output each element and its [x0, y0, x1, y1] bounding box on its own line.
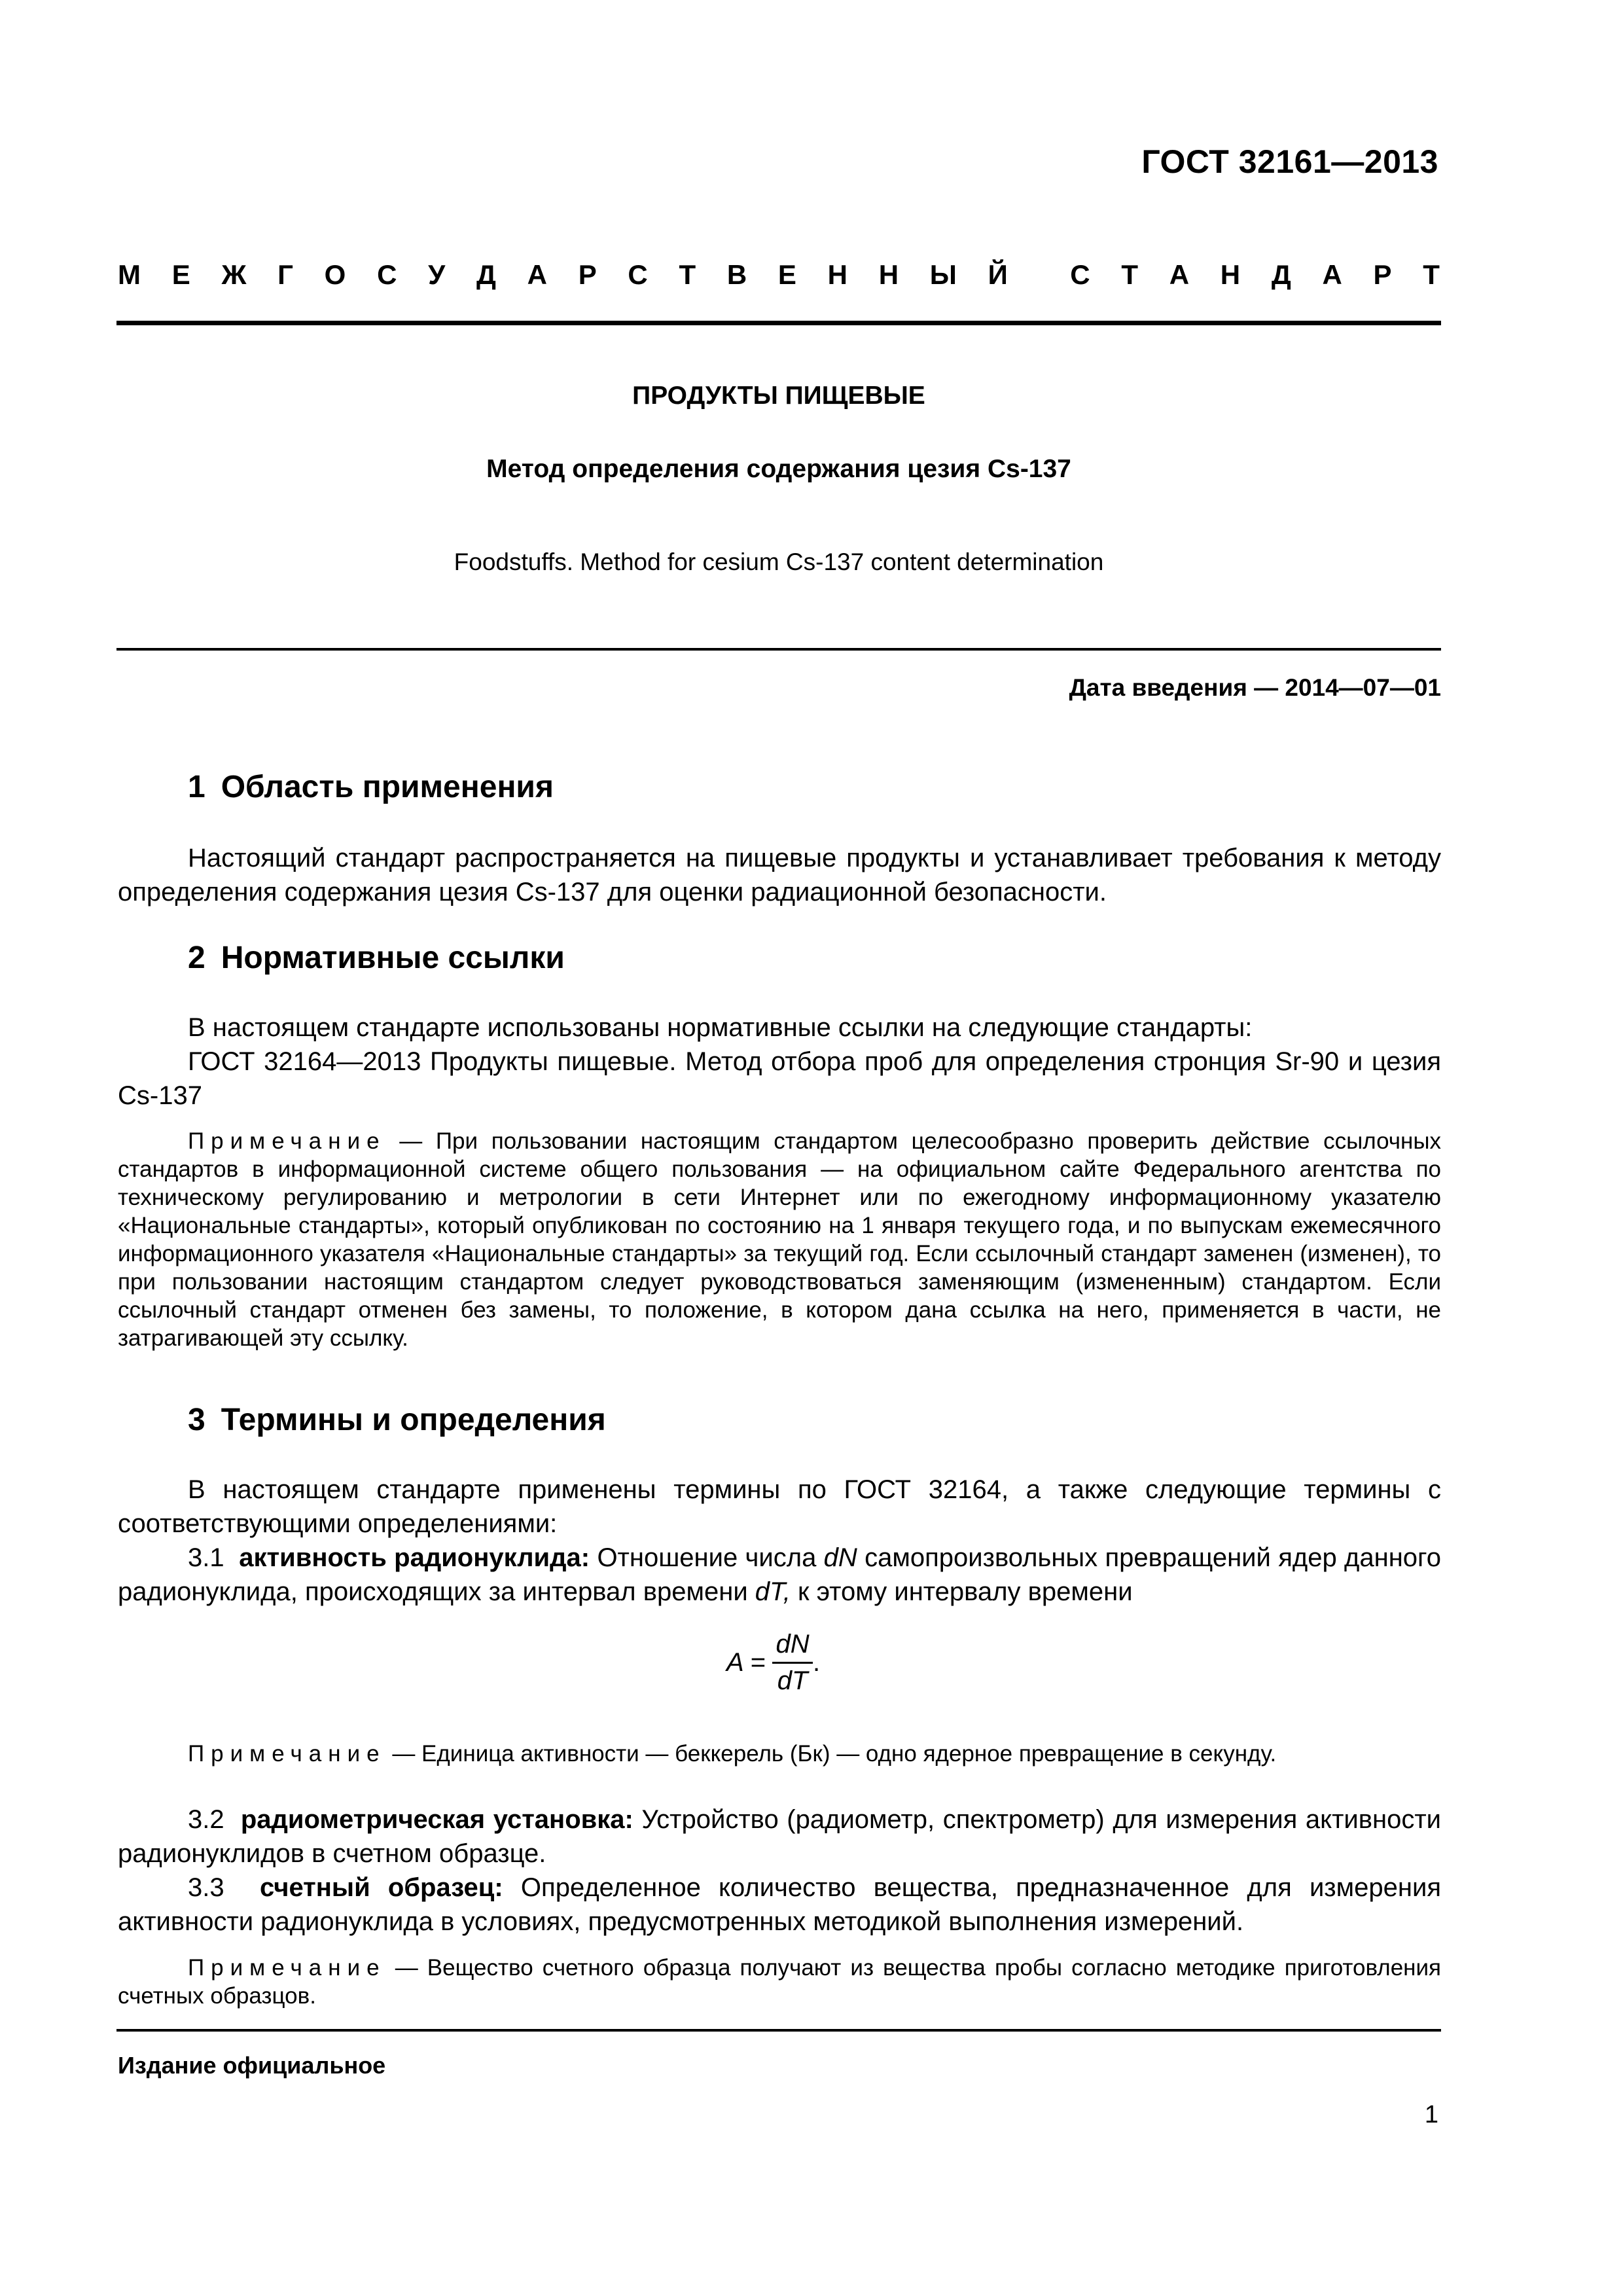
scope-paragraph: Настоящий стандарт распространяется на пищевые продукты и устанавливает требования к методу определения содержания цезия Cs-137 для оценки радиационной безопасности.: [118, 844, 1441, 906]
term-name: радиометрическая установка:: [240, 1805, 633, 1834]
banner-letter: А: [1322, 259, 1342, 290]
banner-letter: С: [1070, 259, 1090, 290]
term-name: счетный образец:: [260, 1873, 503, 1902]
banner-letter: Н: [827, 259, 847, 290]
term-text: к этому интервалу времени: [790, 1577, 1133, 1606]
banner-letter: Е: [171, 259, 190, 290]
banner-letter: У: [428, 259, 446, 290]
banner-letter: С: [628, 259, 648, 290]
section-title: Нормативные ссылки: [221, 941, 565, 975]
term-3-2: [118, 1803, 1441, 1871]
banner-letter: В: [726, 259, 747, 290]
section-heading-scope: [188, 769, 554, 805]
banner-letter: Е: [777, 259, 796, 290]
banner-letter: А: [527, 259, 547, 290]
footer-divider: [116, 2029, 1441, 2032]
banner-letter: Г: [277, 259, 293, 290]
references-note: [118, 1127, 1441, 1352]
reference-gost-32164: ГОСТ 32164—2013 Продукты пищевые. Метод отбора проб для определения стронция Sr-90 и цезия Cs-137: [118, 1047, 1441, 1110]
section-number: 3: [188, 1403, 205, 1437]
term-3-3: [118, 1871, 1441, 1939]
term-3-1: [118, 1541, 1441, 1609]
section-heading-terms: [188, 1402, 606, 1438]
banner-letter: Н: [878, 259, 899, 290]
note-label: Примечание: [188, 1128, 386, 1154]
english-title: Foodstuffs. Method for cesium Cs-137 content determination: [454, 548, 1104, 575]
banner-letter: Ж: [221, 259, 247, 290]
banner-letter: Р: [1373, 259, 1392, 290]
introduction-date: Дата введения — 2014—07—01: [1069, 674, 1441, 701]
document-id: ГОСТ 32161—2013: [1141, 143, 1438, 180]
banner-letter: Д: [476, 259, 496, 290]
banner-letter: М: [118, 259, 141, 290]
section-heading-references: [188, 940, 565, 976]
term-name: активность радионуклида:: [239, 1543, 590, 1572]
banner-letter: Т: [1121, 259, 1138, 290]
fraction-bar: [772, 1662, 813, 1664]
section-number: 2: [188, 941, 205, 975]
banner-letter: Р: [578, 259, 597, 290]
formula-fraction: [772, 1630, 813, 1696]
terms-intro: В настоящем стандарте применены термины по ГОСТ 32164, а также следующие термины с соответствующими определениями:: [118, 1475, 1441, 1538]
term-number: 3.3: [188, 1873, 224, 1902]
document-title: ПРОДУКТЫ ПИЩЕВЫЕ: [632, 382, 925, 410]
term-number: 3.2: [188, 1805, 224, 1834]
formula-tail: .: [813, 1648, 821, 1677]
term-number: 3.1: [188, 1543, 224, 1572]
section-title: Термины и определения: [221, 1403, 606, 1437]
banner-letter: Ы: [929, 259, 957, 290]
official-edition-label: Издание официальное: [118, 2052, 386, 2079]
banner-letter: А: [1169, 259, 1190, 290]
activity-note: [118, 1740, 1441, 1768]
title-divider: [116, 648, 1441, 651]
activity-formula: [726, 1630, 820, 1696]
interstate-standard-banner: [118, 259, 1440, 291]
note-label: Примечание: [188, 1955, 386, 1981]
note-label: Примечание: [188, 1741, 386, 1767]
header-divider: [116, 321, 1441, 325]
formula-numerator: dN: [776, 1630, 810, 1659]
page-number: 1: [1424, 2101, 1438, 2128]
term-text: самопроизвольных превращений ядер данного радионуклида, происходящих за интервал времени: [118, 1543, 1441, 1606]
section-title: Область применения: [221, 770, 554, 804]
formula-lhs: A: [726, 1648, 744, 1677]
symbol-dN: dN: [823, 1543, 857, 1572]
formula-equals: =: [750, 1648, 766, 1677]
references-intro: В настоящем стандарте использованы нормативные ссылки на следующие стандарты:: [188, 1013, 1253, 1042]
banner-letter: С: [377, 259, 397, 290]
document-subtitle: Метод определения содержания цезия Cs-137: [486, 455, 1071, 483]
term-text: Устройство (радиометр, спектрометр) для измерения активности радионуклидов в счетном образце.: [118, 1805, 1442, 1868]
note-text: — Единица активности — беккерель (Бк) — одно ядерное превращение в секунду.: [385, 1741, 1277, 1767]
banner-letter: Т: [679, 259, 696, 290]
term-text: Отношение числа: [590, 1543, 824, 1572]
banner-letter: Н: [1220, 259, 1241, 290]
banner-letter: Й: [988, 259, 1008, 290]
counting-sample-note: [118, 1954, 1441, 2010]
banner-letter: О: [324, 259, 346, 290]
section-number: 1: [188, 770, 205, 804]
note-text: — Вещество счетного образца получают из вещества пробы согласно методике приготовления счетных образцов.: [118, 1955, 1441, 2009]
formula-denominator: dT: [777, 1666, 808, 1695]
term-text: Определенное количество вещества, предназначенное для измерения активности радионуклида в условиях, предусмотренных методикой выполнения измерений.: [118, 1873, 1441, 1936]
banner-letter: Д: [1271, 259, 1291, 290]
symbol-dT: dT,: [755, 1577, 791, 1606]
note-text: — При пользовании настоящим стандартом целесообразно проверить действие ссылочных стандартов в информационной системе общего пользования — на официальном сайте Федерального агентства по техническому регулированию и метрологии в сети Интернет или по ежегодному информационному указателю «Национальные стандарты», который опубликован по состоянию на 1 января текущего года, и по выпускам ежемесячного информационного указателя «Национальные стандарты» за текущий год. Если ссылочный стандарт заменен (изменен), то при пользовании настоящим стандартом следует руководствоваться заменяющим (измененным) стандартом. Если ссылочный стандарт отменен без замены, то положение, в котором дана ссылка на него, применяется в части, не затрагивающей эту ссылку.: [118, 1128, 1441, 1351]
banner-letter: Т: [1423, 259, 1440, 290]
